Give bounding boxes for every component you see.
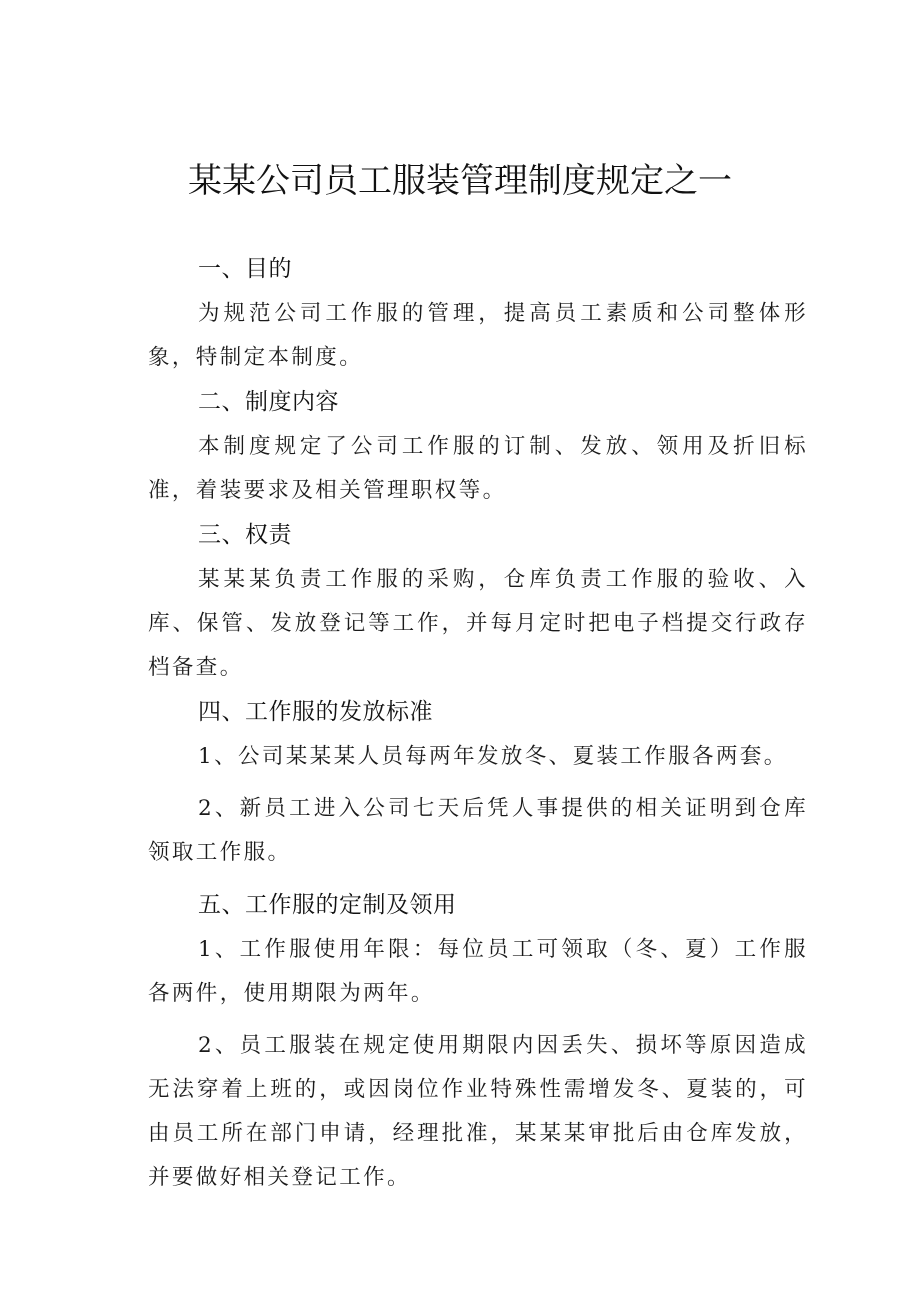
document-body [148,247,808,1200]
section-paragraph: 1、公司某某某人员每两年发放冬、夏装工作服各两套。 [198,744,788,769]
section-paragraph: 本制度规定了公司工作服的订制、发放、领用及折旧标准，着装要求及相关管理职权等。 [148,434,808,503]
section-paragraph: 2、员工服装在规定使用期限内因丢失、损坏等原因造成无法穿着上班的，或因岗位作业特殊性需增发冬、夏装的，可由员工所在部门申请，经理批准，某某某审批后由仓库发放，并要做好相关登记工作。 [148,1033,808,1190]
document-title: 某某公司员工服装管理制度规定之一 [188,161,732,201]
section-paragraph: 2、新员工进入公司七天后凭人事提供的相关证明到仓库领取工作服。 [148,796,808,865]
section-heading-responsibility: 三、权责 [198,522,292,548]
section-heading-customization: 五、工作服的定制及领用 [198,892,457,918]
section-heading-content: 二、制度内容 [198,389,339,415]
section-heading-issue-standard: 四、工作服的发放标准 [198,699,433,725]
section-paragraph: 为规范公司工作服的管理，提高员工素质和公司整体形象，特制定本制度。 [148,301,808,370]
section-paragraph: 1、工作服使用年限：每位员工可领取（冬、夏）工作服各两件，使用期限为两年。 [148,937,808,1006]
section-paragraph: 某某某负责工作服的采购，仓库负责工作服的验收、入库、保管、发放登记等工作，并每月定时把电子档提交行政存档备查。 [148,567,808,680]
section-heading-purpose: 一、目的 [198,256,292,282]
